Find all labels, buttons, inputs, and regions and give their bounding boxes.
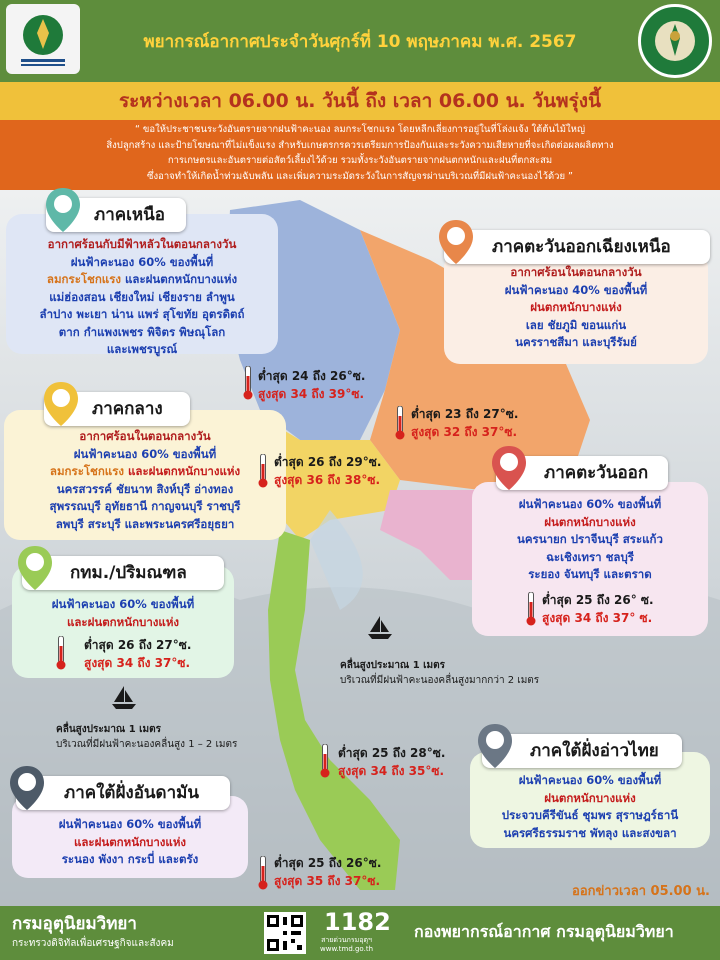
north-forecast-card xyxy=(6,214,278,354)
wave-height: คลื่นสูงประมาณ 1 เมตร xyxy=(56,724,162,735)
central-forecast-card xyxy=(4,410,286,540)
thermometer-icon xyxy=(56,636,66,670)
province-list: ประจวบคีรีขันธ์ ชุมพร สุราษฎร์ธานี xyxy=(501,808,679,822)
tmd-emblem-icon xyxy=(638,4,712,78)
thermometer-icon xyxy=(258,454,268,488)
forecast-line: และฝนตกหนักบางแห่ง xyxy=(66,614,180,629)
province-list: นครศรีธรรมราช พัทลุง และสงขลา xyxy=(503,825,677,840)
province-list: ลำปาง พะเยา น่าน แพร่ สุโขทัย อุตรดิตถ์ xyxy=(39,307,245,321)
region-label-northeast: ภาคตะวันออกเฉียงเหนือ xyxy=(444,230,710,264)
warning-line: “ ขอให้ประชาชนระวังอันตรายจากฝนฟ้าคะนอง ลมกระโชกแรง โดยหลีกเลี่ยงการอยู่ในที่โล่งแจ้ง ใต้ต้นไม้ใหญ่ xyxy=(134,124,586,135)
region-label-east: ภาคตะวันออก xyxy=(496,456,668,490)
province-list: ลพบุรี สระบุรี และพระนครศรีอยุธยา xyxy=(55,516,235,531)
region-label-central: ภาคกลาง xyxy=(44,392,190,426)
warning-message xyxy=(0,120,720,190)
central-temperature xyxy=(274,453,381,489)
footer-org: กรมอุตุนิยมวิทยา xyxy=(12,914,137,934)
temp-low: ต่ำสุด 24 ถึง 26°ซ. xyxy=(258,369,366,383)
qr-code-icon[interactable] xyxy=(264,912,306,954)
forecast-line: ฝนฟ้าคะนอง 60% ของพื้นที่ xyxy=(518,773,662,787)
province-list: ฉะเชิงเทรา ชลบุรี xyxy=(546,549,634,564)
forecast-line: อากาศร้อนในตอนกลางวัน xyxy=(79,429,211,443)
forecast-line: ฝนฟ้าคะนอง 60% ของพื้นที่ xyxy=(518,497,662,511)
warning-line: สิ่งปลูกสร้าง และป้ายโฆษณาที่ไม่แข็งแรง สำหรับเกษตรกรควรเตรียมการป้องกันและระวังความเสียหายที่จะเกิดต่อผลผลิตทาง xyxy=(106,139,614,151)
header-bar xyxy=(0,0,720,82)
temp-high: สูงสุด 34 ถึง 35°ซ. xyxy=(338,764,445,778)
province-list: ระยอง จันทบุรี และตราด xyxy=(528,567,652,581)
location-pin-icon xyxy=(8,764,46,812)
sailboat-icon xyxy=(110,684,138,710)
temp-low: ต่ำสุด 26 ถึง 27°ซ. xyxy=(84,638,192,652)
sailboat-icon xyxy=(366,614,394,640)
location-pin-icon xyxy=(42,380,80,428)
temp-high: สูงสุด 34 ถึง 37° ซ. xyxy=(542,611,653,625)
time-range: ระหว่างเวลา 06.00 น. วันนี้ ถึง เวลา 06.00 น. วันพรุ่งนี้ xyxy=(0,82,720,120)
thermometer-icon xyxy=(320,744,330,778)
forecast-line: ฝนฟ้าคะนอง 60% ของพื้นที่ xyxy=(58,817,202,831)
forecast-line: ฝนฟ้าคะนอง 60% ของพื้นที่ xyxy=(51,597,195,611)
region-label-north: ภาคเหนือ xyxy=(46,198,186,232)
forecast-line: อากาศร้อนในตอนกลางวัน xyxy=(510,265,642,279)
temp-high: สูงสุด 32 ถึง 37°ซ. xyxy=(411,425,518,439)
region-label-south-gulf: ภาคใต้ฝั่งอ่าวไทย xyxy=(482,734,682,768)
province-list: แม่ฮ่องสอน เชียงใหม่ เชียงราย ลำพูน xyxy=(49,289,235,304)
province-list: และเพชรบูรณ์ xyxy=(106,342,178,356)
temp-low: ต่ำสุด 25 ถึง 26° ซ. xyxy=(542,593,654,607)
temp-low: ต่ำสุด 23 ถึง 27°ซ. xyxy=(411,407,519,421)
temp-low: ต่ำสุด 26 ถึง 29°ซ. xyxy=(274,455,382,469)
thermometer-icon xyxy=(526,592,536,626)
north-temperature xyxy=(258,367,365,403)
forecast-line: ลมกระโชกแรง xyxy=(49,464,125,478)
location-pin-icon xyxy=(44,186,82,234)
bangkok-temperature xyxy=(84,636,191,672)
location-pin-icon xyxy=(437,218,475,266)
wave-detail: บริเวณที่มีฝนฟ้าคะนองคลื่นสูงมากกว่า 2 เมตร xyxy=(340,675,540,686)
forecast-line: ฝนตกหนักบางแห่ง xyxy=(544,514,636,529)
warning-line: การเกษตรและอันตรายต่อสัตว์เลี้ยงไว้ด้วย รวมทั้งระวังอันตรายจากฝนตกหนักและฝนที่ตกสะสม xyxy=(167,155,553,166)
province-list: ตาก กำแพงเพชร พิจิตร พิษณุโลก xyxy=(58,324,226,339)
location-pin-icon xyxy=(476,722,514,770)
province-list: นครราชสีมา และบุรีรัมย์ xyxy=(515,335,637,349)
south-andaman-temperature xyxy=(274,854,381,890)
footer-division: กองพยากรณ์อากาศ กรมอุตุนิยมวิทยา xyxy=(414,922,674,941)
temp-high: สูงสุด 34 ถึง 37°ซ. xyxy=(84,656,191,670)
forecast-line: ฝนตกหนักบางแห่ง xyxy=(544,790,636,805)
issued-time: ออกข่าวเวลา 05.00 น. xyxy=(572,884,710,899)
footer-bar xyxy=(0,906,720,960)
thermometer-icon xyxy=(395,406,405,440)
province-list: สุพรรณบุรี อุทัยธานี กาญจนบุรี ราชบุรี xyxy=(49,499,241,513)
forecast-line: อากาศร้อนกับมีฟ้าหลัวในตอนกลางวัน xyxy=(47,237,237,251)
warning-line: ซึ่งอาจทำให้เกิดน้ำท่วมฉับพลัน และเพิ่มความระมัดระวังในการสัญจรผ่านบริเวณที่มีฝนฟ้าคะนองไว้ด้วย ” xyxy=(147,170,573,182)
temp-low: ต่ำสุด 25 ถึง 26°ซ. xyxy=(274,856,382,870)
thermometer-icon xyxy=(243,366,253,400)
temp-low: ต่ำสุด 25 ถึง 28°ซ. xyxy=(338,746,446,760)
forecast-line: และฝนตกหนักบางแห่ง xyxy=(124,464,241,478)
forecast-line: ฝนฟ้าคะนอง 60% ของพื้นที่ xyxy=(70,254,214,269)
wave-detail: บริเวณที่มีฝนฟ้าคะนองคลื่นสูง 1 – 2 เมตร xyxy=(56,739,238,750)
website-link[interactable]: www.tmd.go.th xyxy=(320,945,373,953)
province-list: นครสวรรค์ ชัยนาท สิงห์บุรี อ่างทอง xyxy=(56,481,234,496)
footer-ministry: กระทรวงดิจิทัลเพื่อเศรษฐกิจและสังคม xyxy=(12,938,174,949)
forecast-line: ลมกระโชกแรง xyxy=(46,272,122,286)
wave-height: คลื่นสูงประมาณ 1 เมตร xyxy=(340,660,446,671)
temp-high: สูงสุด 35 ถึง 37°ซ. xyxy=(274,874,381,888)
region-label-bangkok: กทม./ปริมณฑล xyxy=(22,556,224,590)
temp-high: สูงสุด 36 ถึง 38°ซ. xyxy=(274,473,381,487)
province-list: นครนายก ปราจีนบุรี สระแก้ว xyxy=(517,532,663,546)
east-temperature xyxy=(542,591,654,627)
forecast-line: ฝนตกหนักบางแห่ง xyxy=(530,300,622,314)
region-label-south-andaman: ภาคใต้ฝั่งอันดามัน xyxy=(16,776,230,810)
andaman-wave-info xyxy=(56,722,237,752)
hotline-label: สายด่วนกรมอุตุฯ xyxy=(321,936,372,944)
location-pin-icon xyxy=(16,544,54,592)
gulf-wave-info xyxy=(340,658,539,688)
forecast-line: และฝนตกหนักบางแห่ง xyxy=(73,834,187,849)
thermometer-icon xyxy=(258,856,268,890)
northeast-temperature xyxy=(411,405,518,441)
forecast-line: ฝนฟ้าคะนอง 40% ของพื้นที่ xyxy=(504,282,648,297)
province-list: เลย ชัยภูมิ ขอนแก่น xyxy=(525,317,627,332)
page-title: พยากรณ์อากาศประจำวันศุกร์ที่ 10 พฤษภาคม พ.ศ. 2567 xyxy=(143,32,577,52)
south-gulf-temperature xyxy=(338,744,445,780)
northeast-forecast-card xyxy=(444,252,708,364)
forecast-line: ฝนฟ้าคะนอง 60% ของพื้นที่ xyxy=(73,446,217,461)
ministry-emblem-icon xyxy=(6,4,80,74)
hotline-number[interactable]: 1182 xyxy=(324,908,391,936)
forecast-line: และฝนตกหนักบางแห่ง xyxy=(121,272,238,286)
temp-high: สูงสุด 34 ถึง 39°ซ. xyxy=(258,387,365,401)
hotline-info xyxy=(320,936,373,954)
province-list: ระนอง พังงา กระบี่ และตรัง xyxy=(61,852,199,866)
location-pin-icon xyxy=(490,444,528,492)
